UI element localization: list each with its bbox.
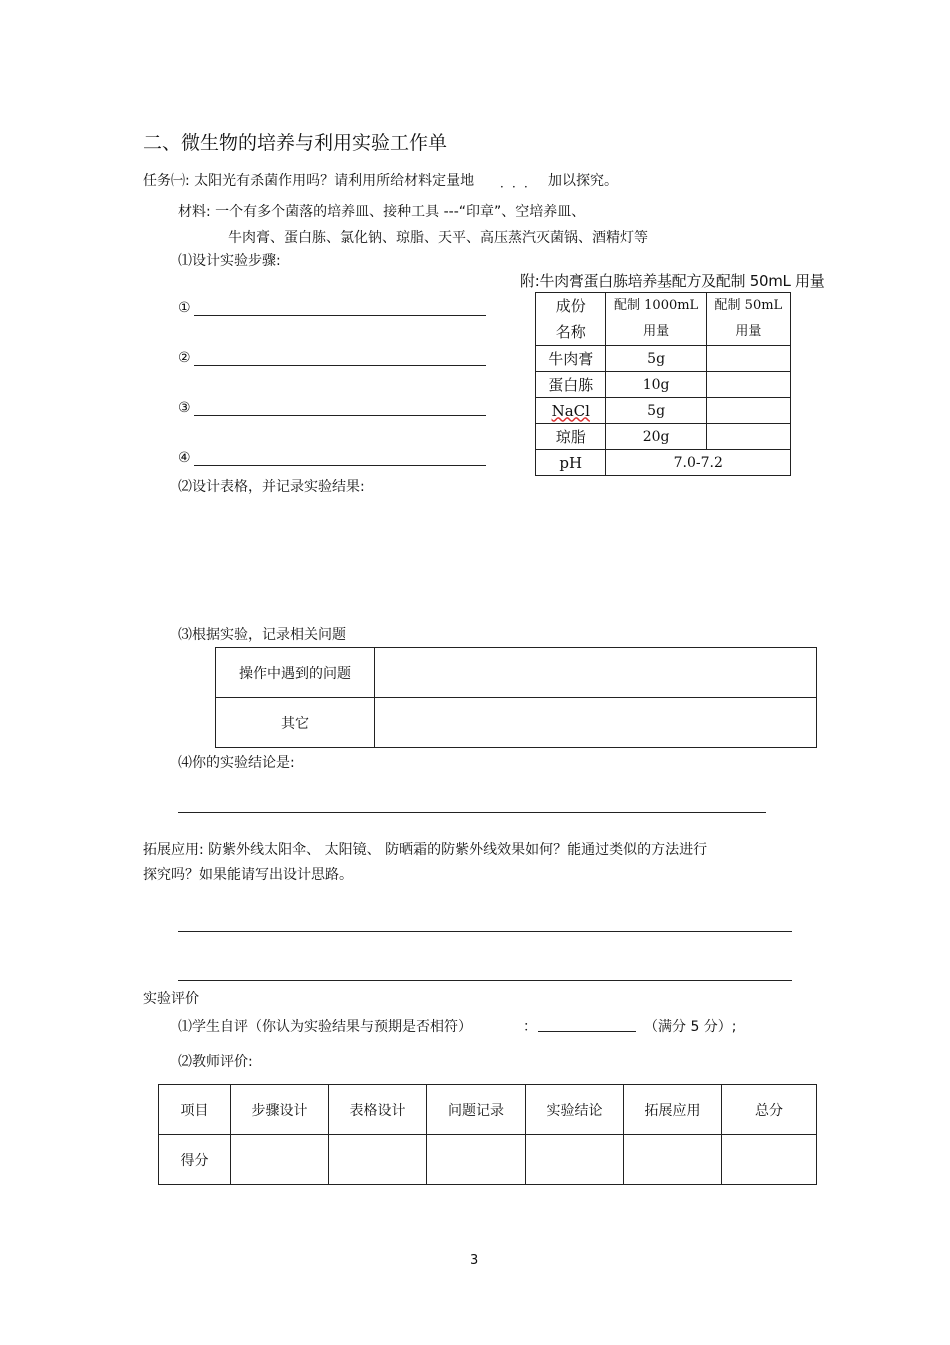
recipe-ph-value: 7.0-7.2 — [606, 450, 791, 476]
self-eval-answer-line[interactable] — [538, 1031, 636, 1032]
teacher-eval-table — [158, 1084, 817, 1185]
eval-header: 表格设计 — [329, 1085, 427, 1135]
task-line — [143, 170, 474, 190]
eval-header: 步骤设计 — [231, 1085, 329, 1135]
page-title: 二、微生物的培养与利用实验工作单 — [143, 132, 448, 154]
step-answer-line-2[interactable] — [194, 365, 486, 366]
eval-score-cell[interactable] — [624, 1135, 722, 1185]
step-answer-line-4[interactable] — [194, 465, 486, 466]
other-label: 其它 — [216, 698, 375, 748]
eval-header: 项目 — [159, 1085, 231, 1135]
extension-answer-line-2[interactable] — [178, 980, 792, 981]
conclusion-answer-line[interactable] — [178, 812, 766, 813]
extension-line-2: 探究吗？如果能请写出设计思路。 — [143, 867, 353, 883]
extension-answer-line-1[interactable] — [178, 931, 792, 932]
step-marker-3: ③ — [178, 400, 191, 416]
emphasis-dots: ．．． — [500, 176, 543, 190]
step2-heading: ⑵设计表格，并记录实验结果: — [178, 479, 365, 495]
recipe-row — [536, 424, 791, 450]
self-eval-colon: ： — [523, 1019, 537, 1035]
recipe-header-50ml: 配制 50mL 用量 — [706, 293, 790, 346]
teacher-eval-heading: ⑵教师评价: — [178, 1054, 253, 1070]
recipe-caption: 附:牛肉膏蛋白胨培养基配方及配制 50mL 用量 — [520, 272, 825, 290]
evaluation-heading: 实验评价 — [143, 991, 199, 1007]
page-number: 3 — [470, 1253, 479, 1268]
eval-header: 实验结论 — [526, 1085, 624, 1135]
recipe-header-name: 成份 名称 — [536, 293, 606, 346]
recipe-table — [535, 292, 791, 476]
eval-header: 拓展应用 — [624, 1085, 722, 1135]
eval-score-label: 得分 — [159, 1135, 231, 1185]
recipe-amount: 5g — [606, 346, 706, 372]
recipe-50ml-cell[interactable] — [706, 424, 790, 450]
step-answer-line-3[interactable] — [194, 415, 486, 416]
step3-heading: ⑶根据实验，记录相关问题 — [178, 627, 346, 643]
recipe-50ml-cell[interactable] — [706, 398, 790, 424]
recipe-50ml-cell[interactable] — [706, 346, 790, 372]
eval-score-cell[interactable] — [231, 1135, 329, 1185]
step-marker-4: ④ — [178, 450, 191, 466]
recipe-ingredient: 蛋白胨 — [536, 372, 606, 398]
materials-line-2: 牛肉膏、蛋白胨、氯化钠、琼脂、天平、高压蒸汽灭菌锅、酒精灯等 — [228, 230, 648, 246]
other-answer-cell[interactable] — [375, 698, 817, 748]
step4-heading: ⑷你的实验结论是: — [178, 755, 295, 771]
extension-line-1: 拓展应用: 防紫外线太阳伞、 太阳镜、 防晒霜的防紫外线效果如何？能通过类似的方法进行 — [143, 842, 708, 858]
recipe-row — [536, 346, 791, 372]
self-eval-text: ⑴学生自评（你认为实验结果与预期是否相符） — [178, 1019, 472, 1035]
recipe-header-1000ml: 配制 1000mL 用量 — [606, 293, 706, 346]
eval-header: 问题记录 — [427, 1085, 526, 1135]
recipe-50ml-cell[interactable] — [706, 372, 790, 398]
task-text: 太阳光有杀菌作用吗？请利用所给材料定量地 — [194, 173, 475, 189]
step1-heading: ⑴设计实验步骤: — [178, 253, 281, 269]
recipe-ingredient: NaCl — [536, 398, 606, 424]
recipe-row — [536, 372, 791, 398]
eval-score-cell[interactable] — [526, 1135, 624, 1185]
task-suffix: 加以探究。 — [548, 173, 618, 189]
step-marker-2: ② — [178, 350, 191, 366]
materials-line-1: 材料: 一个有多个菌落的培养皿、接种工具 ---“印章”、空培养皿、 — [178, 204, 586, 220]
recipe-ph-row — [536, 450, 791, 476]
recipe-ingredient: 牛肉膏 — [536, 346, 606, 372]
eval-header: 总分 — [722, 1085, 817, 1135]
problems-answer-cell[interactable] — [375, 648, 817, 698]
eval-score-cell[interactable] — [329, 1135, 427, 1185]
self-eval-full-score: （满分 5 分）; — [644, 1019, 737, 1035]
eval-score-cell[interactable] — [427, 1135, 526, 1185]
recipe-ingredient: 琼脂 — [536, 424, 606, 450]
problems-label: 操作中遇到的问题 — [216, 648, 375, 698]
recipe-amount: 10g — [606, 372, 706, 398]
problems-table — [215, 647, 817, 748]
recipe-amount: 20g — [606, 424, 706, 450]
step-marker-1: ① — [178, 300, 191, 316]
recipe-row — [536, 398, 791, 424]
eval-score-cell[interactable] — [722, 1135, 817, 1185]
recipe-ph-label: pH — [536, 450, 606, 476]
step-answer-line-1[interactable] — [194, 315, 486, 316]
task-prefix: 任务㈠: — [143, 173, 190, 189]
recipe-amount: 5g — [606, 398, 706, 424]
